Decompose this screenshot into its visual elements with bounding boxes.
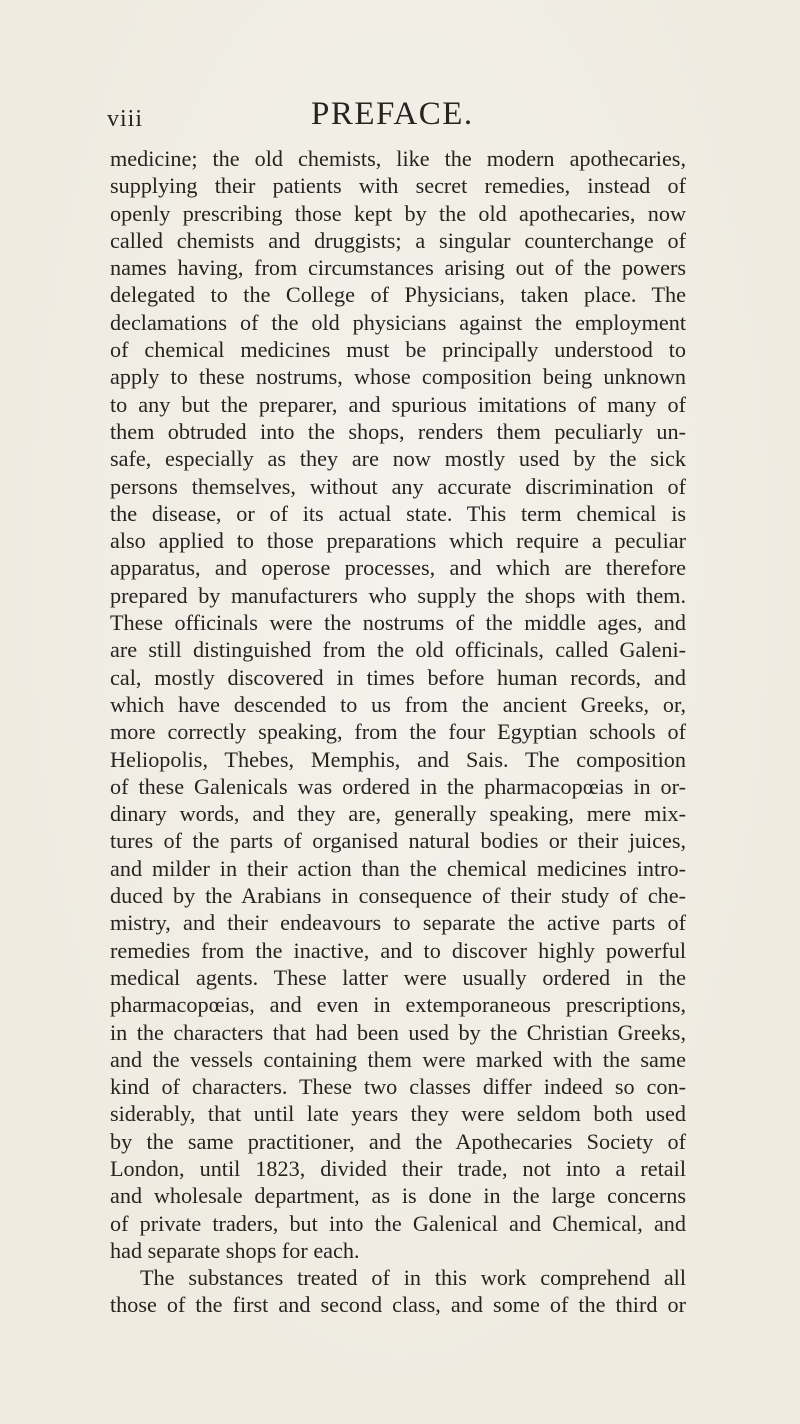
text-line: These officinals were the nostrums of the middle ages, and bbox=[110, 610, 686, 636]
text-line: by the same practitioner, and the Apothecaries Society of bbox=[110, 1128, 686, 1154]
text-line: persons themselves, without any accurate discrimination of bbox=[110, 473, 686, 499]
text-line: dinary words, and they are, generally speaking, mere mix- bbox=[110, 801, 686, 827]
paragraph-end-line: had separate shops for each. bbox=[110, 1237, 360, 1263]
text-line: openly prescribing those kept by the old apothecaries, now bbox=[110, 200, 686, 226]
text-line: tures of the parts of organised natural bodies or their juices, bbox=[110, 828, 686, 854]
text-line: supplying their patients with secret remedies, instead of bbox=[110, 173, 686, 199]
text-line: remedies from the inactive, and to discover highly powerful bbox=[110, 937, 686, 963]
text-line: more correctly speaking, from the four Egyptian schools of bbox=[110, 719, 686, 745]
text-line: kind of characters. These two classes differ indeed so con- bbox=[110, 1074, 686, 1100]
text-line: also applied to those preparations which require a peculiar bbox=[110, 528, 686, 554]
text-line: medicine; the old chemists, like the modern apothecaries, bbox=[110, 146, 686, 171]
text-line: to any but the preparer, and spurious imitations of many of bbox=[110, 391, 686, 417]
text-line: are still distinguished from the old officinals, called Galeni- bbox=[110, 637, 686, 663]
text-line: them obtruded into the shops, renders them peculiarly un- bbox=[110, 418, 686, 444]
text-line: in the characters that had been used by the Christian Greeks, bbox=[110, 1019, 686, 1045]
page-number: viii bbox=[107, 106, 144, 132]
text-line: delegated to the College of Physicians, taken place. The bbox=[110, 282, 686, 308]
text-line: called chemists and druggists; a singular counterchange of bbox=[110, 227, 686, 253]
body-text bbox=[110, 145, 686, 1319]
running-head bbox=[0, 96, 800, 136]
text-line: mistry, and their endeavours to separate the active parts of bbox=[110, 910, 686, 936]
text-line: which have descended to us from the ancient Greeks, or, bbox=[110, 691, 686, 717]
text-line: and the vessels containing them were marked with the same bbox=[110, 1046, 686, 1072]
text-line: of chemical medicines must be principally understood to bbox=[110, 337, 686, 363]
text-line: apply to these nostrums, whose composition being unknown bbox=[110, 364, 686, 390]
text-line: duced by the Arabians in consequence of their study of che- bbox=[110, 883, 686, 909]
text-line: London, until 1823, divided their trade, not into a retail bbox=[110, 1155, 686, 1181]
text-line: declamations of the old physicians against the employment bbox=[110, 309, 686, 335]
text-line: names having, from circumstances arising out of the powers bbox=[110, 255, 686, 281]
text-line: apparatus, and operose processes, and which are therefore bbox=[110, 555, 686, 581]
text-line: the disease, or of its actual state. This term chemical is bbox=[110, 500, 686, 526]
text-line: and wholesale department, as is done in the large concerns bbox=[110, 1183, 686, 1209]
text-line: of private traders, but into the Galenical and Chemical, and bbox=[110, 1210, 686, 1236]
running-title: PREFACE. bbox=[311, 96, 474, 132]
text-line: pharmacopœias, and even in extemporaneous prescriptions, bbox=[110, 992, 686, 1018]
text-line: safe, especially as they are now mostly used by the sick bbox=[110, 446, 686, 472]
text-line: of these Galenicals was ordered in the pharmacopœias in or- bbox=[110, 773, 686, 799]
text-line: siderably, that until late years they were seldom both used bbox=[110, 1101, 686, 1127]
text-line: Heliopolis, Thebes, Memphis, and Sais. The composition bbox=[110, 746, 686, 772]
text-line: medical agents. These latter were usually ordered in the bbox=[110, 964, 686, 990]
paragraph-start-line: The substances treated of in this work comprehend all bbox=[140, 1265, 686, 1291]
text-line: those of the first and second class, and some of the third or bbox=[110, 1292, 686, 1318]
text-line: and milder in their action than the chemical medicines intro- bbox=[110, 855, 686, 881]
text-line: cal, mostly discovered in times before human records, and bbox=[110, 664, 686, 690]
text-line: prepared by manufacturers who supply the shops with them. bbox=[110, 582, 686, 608]
